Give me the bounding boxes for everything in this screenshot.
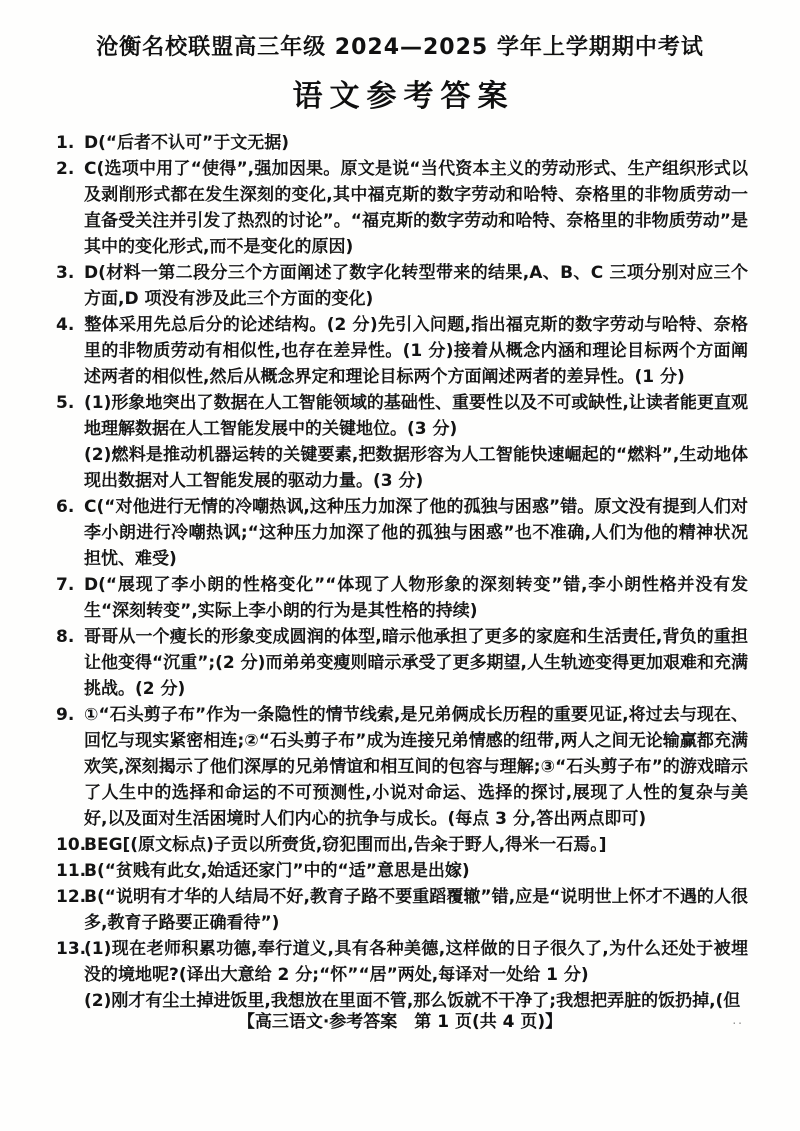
answer-paragraph: 13.(1)现在老师积累功德,奉行道义,具有各种美德,这样做的日子很久了,为什么还处于被埋没的境地呢?(译出大意给 2 分;“怀”“居”两处,每译对一处给 1 分): [84, 936, 748, 988]
answer-paragraph: 11.B(“贫贱有此女,始适还家门”中的“适”意思是出嫁): [84, 858, 748, 884]
answer-item: [56, 572, 748, 624]
answer-paragraph: 5. (1)形象地突出了数据在人工智能领域的基础性、重要性以及不可或缺性,让读者能更直观地理解数据在人工智能发展中的关键地位。(3 分): [84, 390, 748, 442]
answer-item: [56, 884, 748, 936]
item-number: 4.: [56, 315, 75, 335]
item-number: 7.: [56, 575, 75, 595]
answer-paragraph: 12.B(“说明有才华的人结局不好,教育子路不要重蹈覆辙”错,应是“说明世上怀才不遇的人很多,教育子路要正确看待”): [84, 884, 748, 936]
answer-paragraph: 8. 哥哥从一个瘦长的形象变成圆润的体型,暗示他承担了更多的家庭和生活责任,背负的重担让他变得“沉重”;(2 分)而弟弟变瘦则暗示承受了更多期望,人生轨迹变得更加艰难和充满挑战。(2 分): [84, 624, 748, 702]
answer-key-title: 语文参考答案: [292, 79, 515, 114]
item-number: 2.: [56, 159, 75, 179]
answer-item: [56, 156, 748, 260]
answer-paragraph: (2)刚才有尘土掉进饭里,我想放在里面不管,那么饭就不干净了;我想把弄脏的饭扔掉,(但: [84, 991, 741, 1011]
item-number: 13.: [56, 939, 87, 959]
answer-item: [56, 494, 748, 572]
answer-paragraph: 4. 整体采用先总后分的论述结构。(2 分)先引入问题,指出福克斯的数字劳动与哈特、奈格里的非物质劳动有相似性,也存在差异性。(1 分)接着从概念内涵和理论目标两个方面阐述两者的相似性,然后从概念界定和理论目标两个方面阐述两者的差异性。(1 分): [84, 312, 748, 390]
answer-paragraph: 2. C(选项中用了“使得”,强加因果。原文是说“当代资本主义的劳动形式、生产组织形式以及剥削形式都在发生深刻的变化,其中福克斯的数字劳动和哈特、奈格里的非物质劳动一直备受关注并引发了热烈的讨论”。“福克斯的数字劳动和哈特、奈格里的非物质劳动”是其中的变化形式,而不是变化的原因): [84, 156, 748, 260]
answer-paragraph: 10.BEG[(原文标点)子贡以所赍货,窃犯围而出,告籴于野人,得米一石焉。]: [84, 832, 748, 858]
item-number: 5.: [56, 393, 75, 413]
answer-item: [56, 832, 748, 858]
item-number: 12.: [56, 887, 87, 907]
answer-paragraph: 3. D(材料一第二段分三个方面阐述了数字化转型带来的结果,A、B、C 三项分别对应三个方面,D 项没有涉及此三个方面的变化): [84, 260, 748, 312]
answer-item: [56, 624, 748, 702]
answer-paragraph: 1. D(“后者不认可”于文无据): [84, 130, 748, 156]
item-number: 10.: [56, 835, 87, 855]
answer-list: [56, 130, 748, 1014]
page-footer: 【高三语文·参考答案 第 1 页(共 4 页)】: [237, 1012, 563, 1032]
answer-item: [56, 702, 748, 832]
item-number: 8.: [56, 627, 75, 647]
answer-item: [56, 312, 748, 390]
item-number: 9.: [56, 705, 75, 725]
answer-paragraph: 6. C(“对他进行无情的冷嘲热讽,这种压力加深了他的孤独与困惑”错。原文没有提到人们对李小朗进行冷嘲热讽;“这种压力加深了他的孤独与困惑”也不准确,人们为他的精神状况担忧、难受): [84, 494, 748, 572]
exam-title: 沧衡名校联盟高三年级 2024—2025 学年上学期期中考试: [96, 35, 704, 60]
answer-item: [56, 858, 748, 884]
answer-paragraph: 9. ①“石头剪子布”作为一条隐性的情节线索,是兄弟俩成长历程的重要见证,将过去与现在、回忆与现实紧密相连;②“石头剪子布”成为连接兄弟情感的纽带,两人之间无论输赢都充满欢笑,深刻揭示了他们深厚的兄弟情谊和相互间的包容与理解;③“石头剪子布”的游戏暗示了人生中的选择和命运的不可预测性,小说对命运、选择的探讨,展现了人性的复杂与美好,以及面对生活困境时人们内心的抗争与成长。(每点 3 分,答出两点即可): [84, 702, 748, 832]
answer-item: [56, 390, 748, 494]
answer-item: [56, 260, 748, 312]
answer-paragraph: 7. D(“展现了李小朗的性格变化”“体现了人物形象的深刻转变”错,李小朗性格并没有发生“深刻转变”,实际上李小朗的行为是其性格的持续): [84, 572, 748, 624]
item-number: 1.: [56, 133, 75, 153]
answer-item: [56, 130, 748, 156]
item-number: 11.: [56, 861, 87, 881]
item-number: 3.: [56, 263, 75, 283]
page-corner-mark: ..: [732, 1013, 744, 1027]
item-number: 6.: [56, 497, 75, 517]
answer-item: [56, 936, 748, 1014]
answer-paragraph: (2)燃料是推动机器运转的关键要素,把数据形容为人工智能快速崛起的“燃料”,生动地体现出数据对人工智能发展的驱动力量。(3 分): [84, 445, 748, 491]
